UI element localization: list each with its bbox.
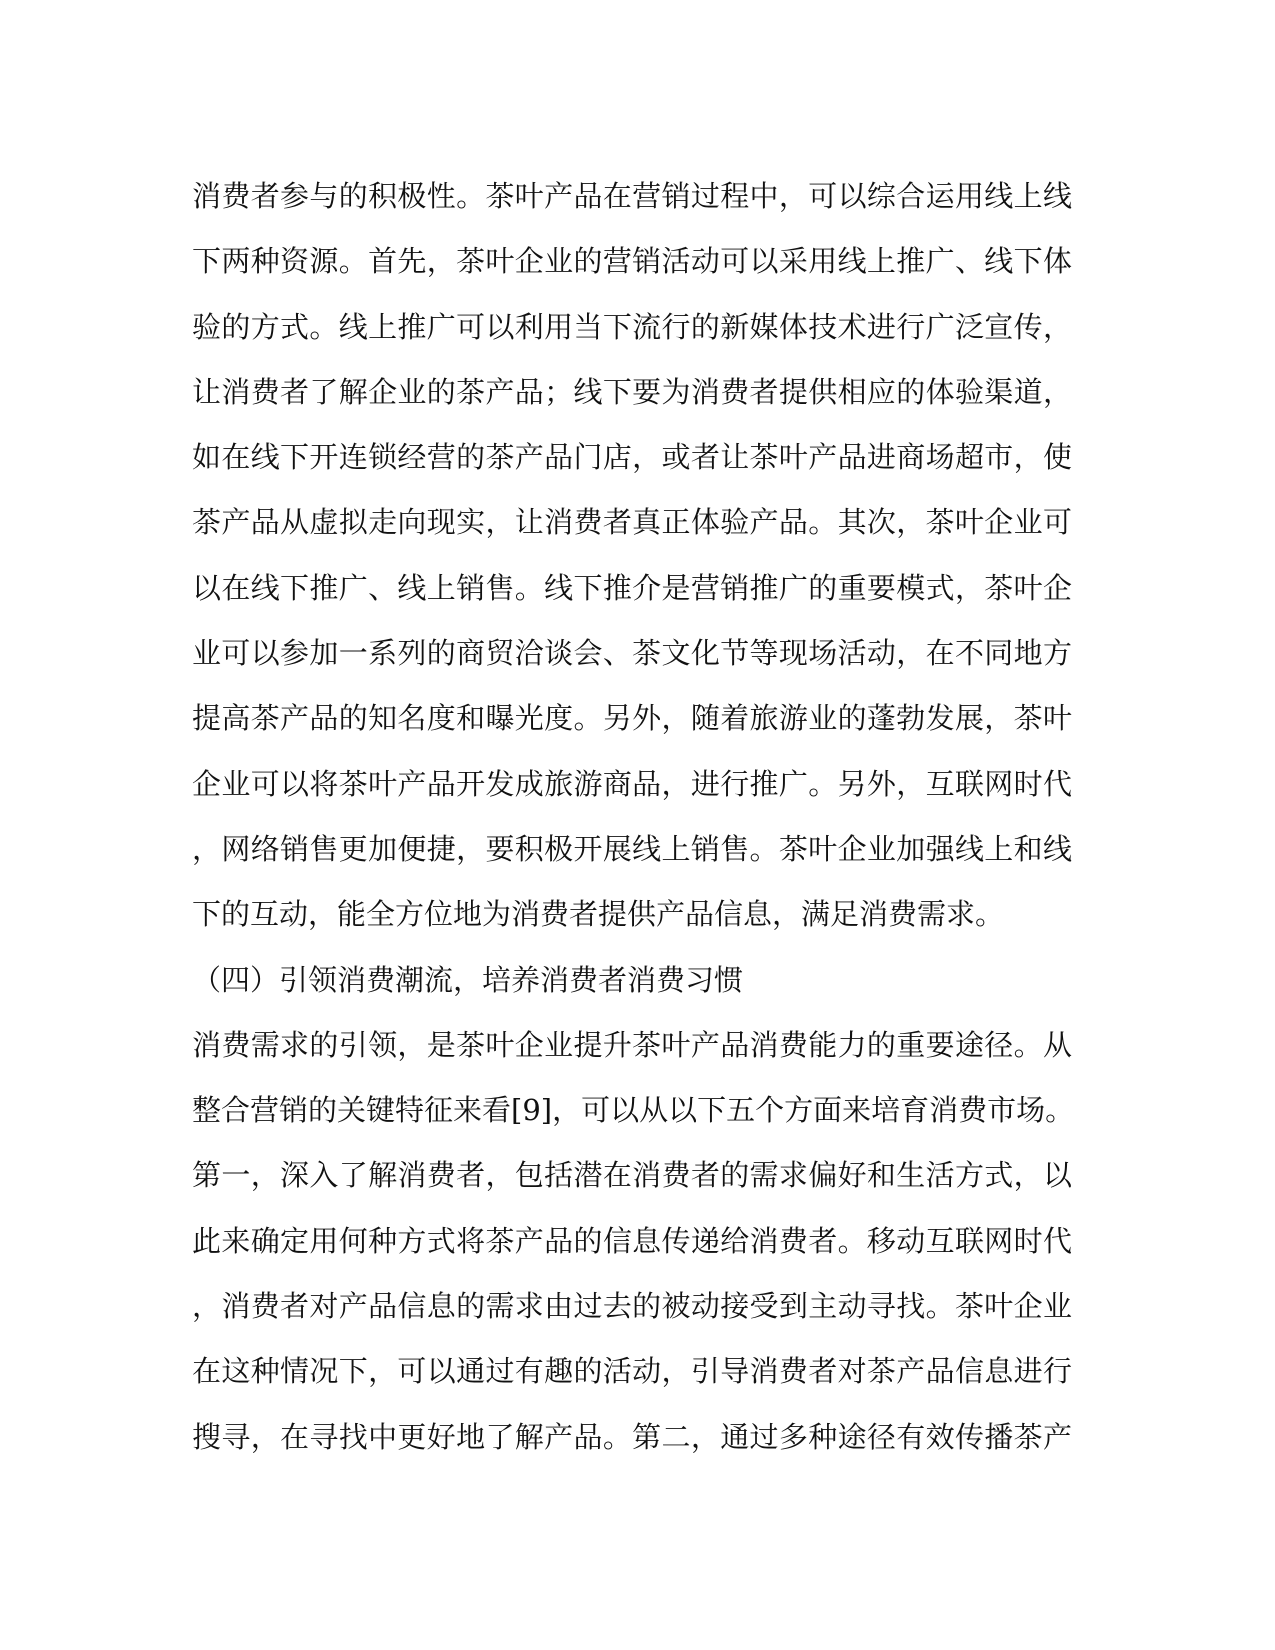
text-line: 企业可以将茶叶产品开发成旅游商品，进行推广。另外，互联网时代 [192,766,1072,801]
text-line: 如在线下开连锁经营的茶产品门店，或者让茶叶产品进商场超市，使 [192,440,1072,475]
text-line: 以在线下推广、线上销售。线下推介是营销推广的重要模式，茶叶企 [192,570,1072,605]
text-line: 第一，深入了解消费者，包括潜在消费者的需求偏好和生活方式，以 [192,1158,1072,1193]
text-line: 业可以参加一系列的商贸洽谈会、茶文化节等现场活动，在不同地方 [192,636,1072,671]
text-line: 提高茶产品的知名度和曝光度。另外，随着旅游业的蓬勃发展，茶叶 [192,701,1072,736]
text-line: 验的方式。线上推广可以利用当下流行的新媒体技术进行广泛宣传， [192,309,1072,344]
section-heading: （四）引领消费潮流，培养消费者消费习惯 [192,962,744,997]
text-line: 让消费者了解企业的茶产品；线下要为消费者提供相应的体验渠道， [192,374,1072,409]
text-line: ，消费者对产品信息的需求由过去的被动接受到主动寻找。茶叶企业 [192,1289,1072,1324]
body-text [192,164,1075,1470]
text-line: 整合营销的关键特征来看[9]，可以从以下五个方面来培育消费市场。 [192,1093,1075,1128]
text-line: 下的互动，能全方位地为消费者提供产品信息，满足消费需求。 [192,897,1005,932]
text-line: 在这种情况下，可以通过有趣的活动，引导消费者对茶产品信息进行 [192,1354,1072,1389]
text-line: 茶产品从虚拟走向现实，让消费者真正体验产品。其次，茶叶企业可 [192,505,1072,540]
text-line: 搜寻，在寻找中更好地了解产品。第二，通过多种途径有效传播茶产 [192,1419,1072,1454]
text-line: ，网络销售更加便捷，要积极开展线上销售。茶叶企业加强线上和线 [192,831,1072,866]
text-line: 此来确定用何种方式将茶产品的信息传递给消费者。移动互联网时代 [192,1223,1072,1258]
text-line: 下两种资源。首先，茶叶企业的营销活动可以采用线上推广、线下体 [192,244,1072,279]
text-line: 消费需求的引领，是茶叶企业提升茶叶产品消费能力的重要途径。从 [192,1027,1072,1062]
text-line: 消费者参与的积极性。茶叶产品在营销过程中，可以综合运用线上线 [192,179,1072,213]
